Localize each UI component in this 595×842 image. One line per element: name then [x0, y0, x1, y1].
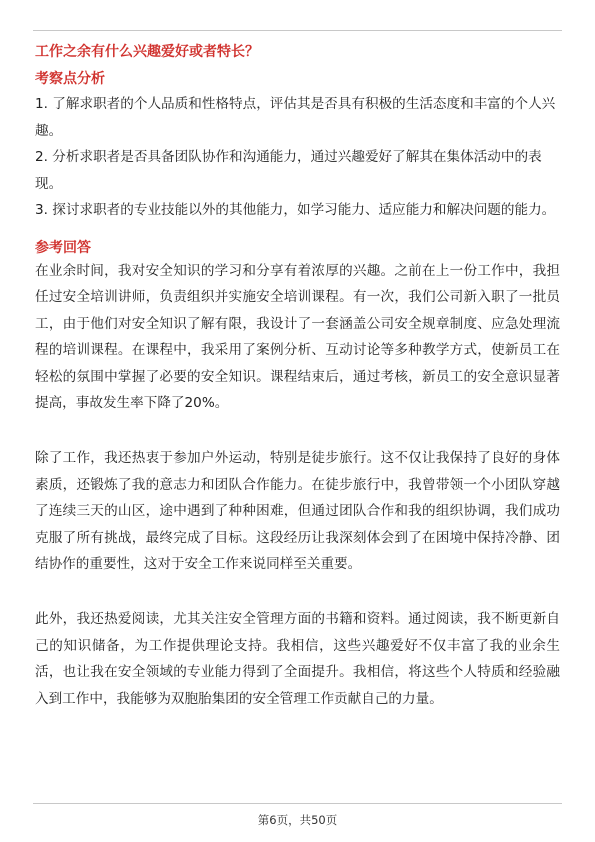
analysis-item: 3. 探讨求职者的专业技能以外的其他能力，如学习能力、适应能力和解决问题的能力。 [35, 202, 556, 218]
question-heading: 工作之余有什么兴趣爱好或者特长？ [35, 44, 259, 60]
answer-paragraph: 在业余时间，我对安全知识的学习和分享有着浓厚的兴趣。之前在上一份工作中，我担任过安全培训讲师，负责组织并实施安全培训课程。有一次，我们公司新入职了一批员工，由于他们对安全知识了解有限，我设计了一套涵盖公司安全规章制度、应急处理流程的培训课程。在课程中，我采用了案例分析、互动讨论等多种教学方式，使新员工在轻松的氛围中掌握了必要的安全知识。课程结束后，通过考核，新员工的安全意识显著提高，事故发生率下降了20%。 [35, 262, 560, 412]
page-content [35, 41, 560, 740]
answer-paragraph: 除了工作，我还热衷于参加户外运动，特别是徒步旅行。这不仅让我保持了良好的身体素质，还锻炼了我的意志力和团队合作能力。在徒步旅行中，我曾带领一个小团队穿越了连续三天的山区，途中遇到了种种困难，但通过团队合作和我的组织协调，我们成功克服了所有挑战，最终完成了目标。这段经历让我深刻体会到了在困境中保持冷静、团结协作的重要性，这对于安全工作来说同样至关重要。 [35, 450, 560, 573]
answer-paragraph: 此外，我还热爱阅读，尤其关注安全管理方面的书籍和资料。通过阅读，我不断更新自己的知识储备，为工作提供理论支持。我相信，这些兴趣爱好不仅丰富了我的业余生活，也让我在安全领域的专业能力得到了全面提升。我相信，将这些个人特质和经验融入到工作中，我能够为双胞胎集团的安全管理工作贡献自己的力量。 [35, 611, 560, 707]
answer-section-title: 参考回答 [35, 239, 91, 256]
header-divider [33, 30, 562, 31]
analysis-list [35, 91, 560, 224]
footer-divider [33, 803, 562, 804]
analysis-section-title: 考察点分析 [35, 71, 105, 87]
page-number: 第6页，共50页 [257, 813, 338, 827]
analysis-item: 1. 了解求职者的个人品质和性格特点，评估其是否具有积极的生活态度和丰富的个人兴趣。 [35, 96, 556, 139]
analysis-item: 2. 分析求职者是否具备团队协作和沟通能力，通过兴趣爱好了解其在集体活动中的表现。 [35, 149, 542, 192]
